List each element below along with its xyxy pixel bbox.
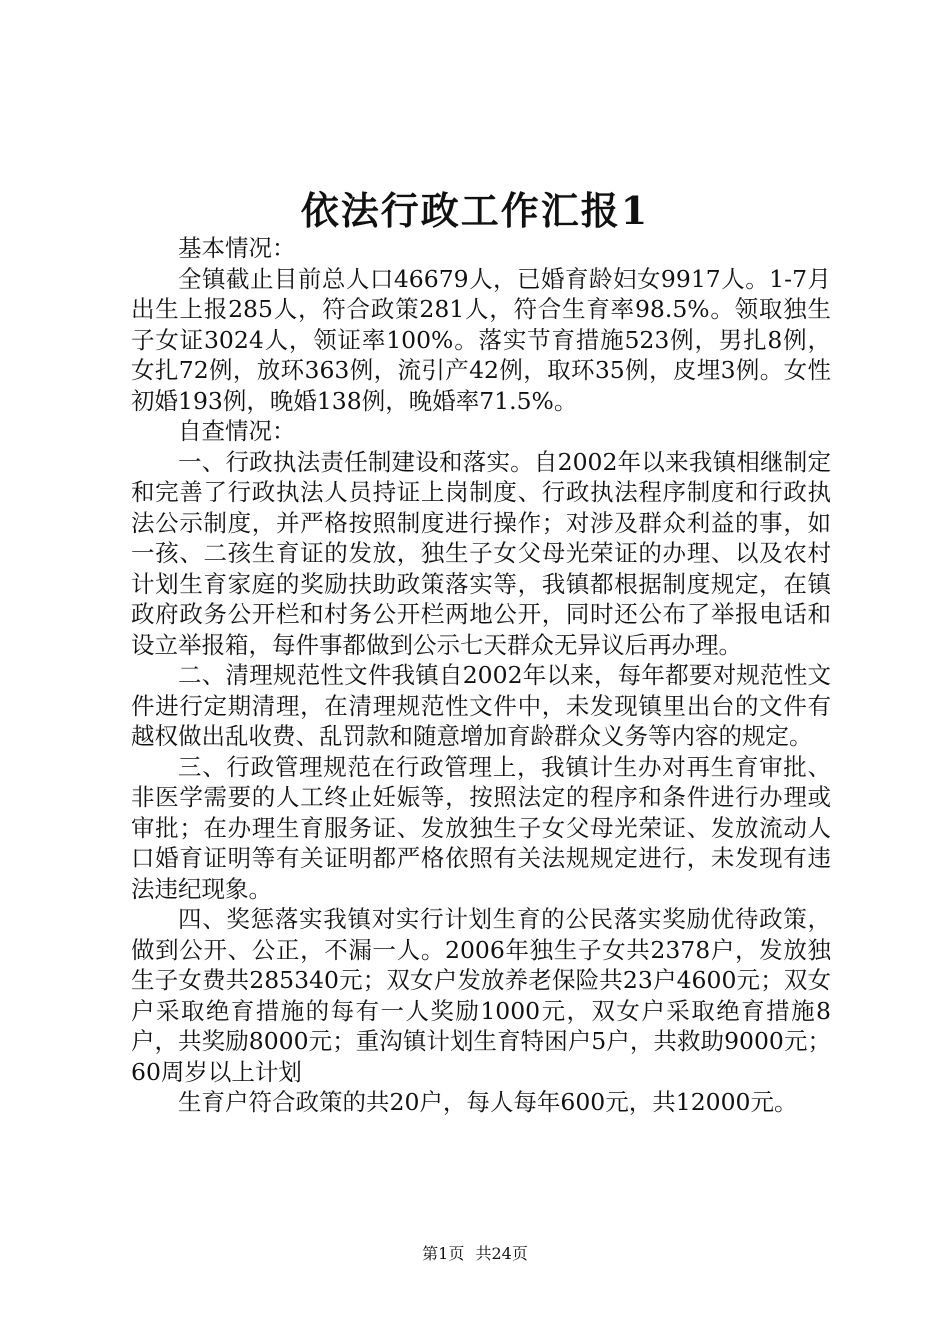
document-title: 依法行政工作汇报1 <box>300 188 650 233</box>
paragraph-basic-stats: 全镇截止目前总人口46679人，已婚育龄妇女9917人。1-7月出生上报285人，符合政策281人，符合生育率98.5%。领取独生子女证3024人，领证率100%。落实节育措施523例，男扎8例，女扎72例，放环363例，流引产42例，取环35例，皮埋3例。女性初婚193例，晚婚138例，晚婚率71.5%。 <box>131 264 831 415</box>
paragraph-self-check-heading: 自查情况： <box>178 417 296 445</box>
paragraph-basic-heading: 基本情况： <box>178 234 296 262</box>
paragraph-section-2: 二、清理规范性文件我镇自2002年以来，每年都要对规范性文件进行定期清理，在清理规范性文件中，未发现镇里出台的文件有越权做出乱收费、乱罚款和随意增加育龄群众义务等内容的规定。 <box>131 661 831 750</box>
paragraph-section-4: 四、奖惩落实我镇对实行计划生育的公民落实奖励优待政策，做到公开、公正，不漏一人。2006年独生子女共2378户，发放独生子女费共285340元；双女户发放养老保险共23户4600元；双女户采取绝育措施的每有一人奖励1000元，双女户采取绝育措施8户，共奖励8000元；重沟镇计划生育特困户5户，共救助9000元；60周岁以上计划 <box>131 905 831 1086</box>
page-footer <box>0 1241 950 1264</box>
page-number: 第1页 <box>422 1244 465 1263</box>
paragraph-section-1: 一、行政执法责任制建设和落实。自2002年以来我镇相继制定和完善了行政执法人员持证上岗制度、行政执法程序制度和行政执法公示制度，并严格按照制度进行操作；对涉及群众利益的事，如一孩、二孩生育证的发放，独生子女父母光荣证的办理、以及农村计划生育家庭的奖励扶助政策落实等，我镇都根据制度规定，在镇政府政务公开栏和村务公开栏两地公开，同时还公布了举报电话和设立举报箱，每件事都做到公示七天群众无异议后再办理。 <box>131 447 831 659</box>
paragraph-section-3: 三、行政管理规范在行政管理上，我镇计生办对再生育审批、非医学需要的人工终止妊娠等，按照法定的程序和条件进行办理或审批；在办理生育服务证、发放独生子女父母光荣证、发放流动人口婚育证明等有关证明都严格依照有关法规规定进行，未发现有违法违纪现象。 <box>131 752 831 903</box>
page-total: 共24页 <box>475 1244 528 1263</box>
paragraph-continuation: 生育户符合政策的共20户，每人每年600元，共12000元。 <box>178 1088 798 1116</box>
document-body <box>131 233 831 1118</box>
